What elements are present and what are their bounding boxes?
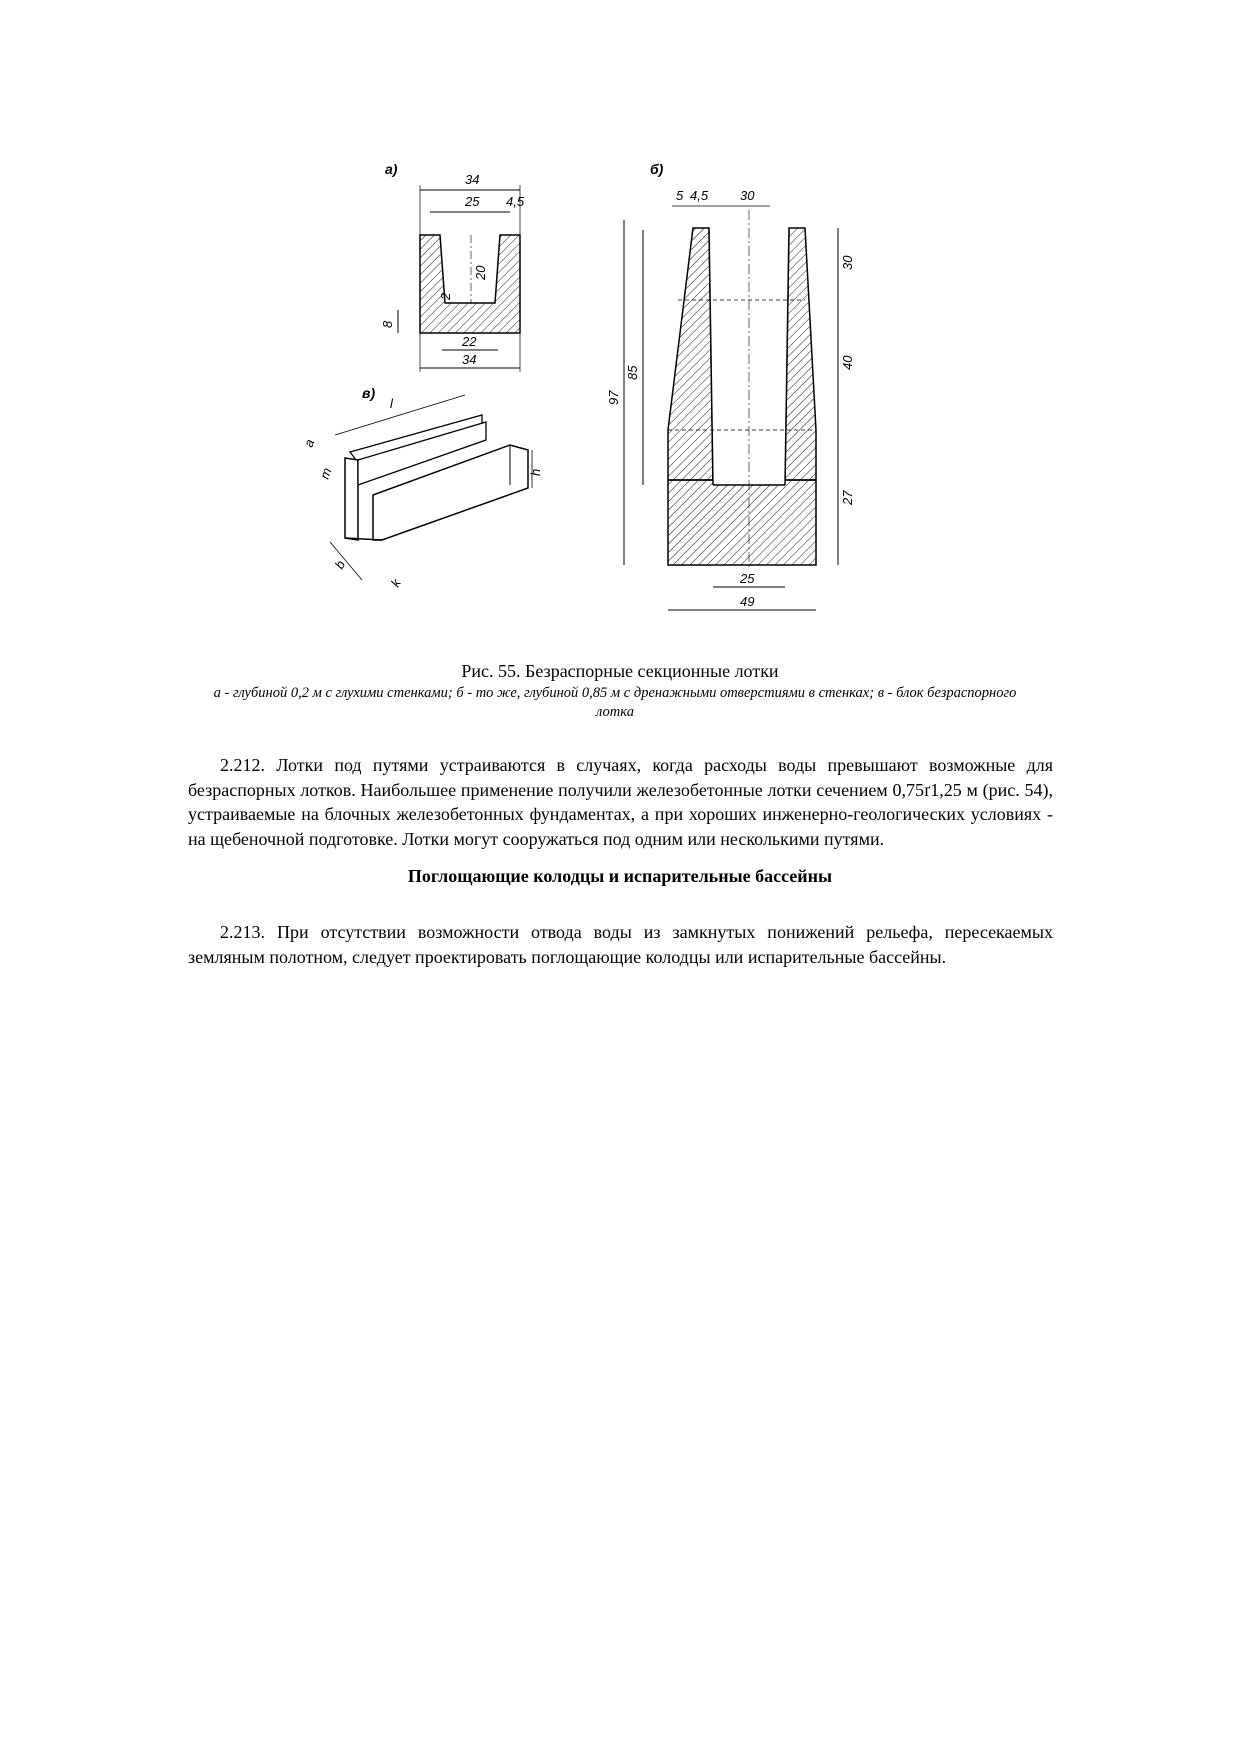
label-a: а) xyxy=(385,161,398,177)
dim-b-97: 97 xyxy=(606,390,621,405)
dim-a-inner: 25 xyxy=(465,194,480,209)
dim-a-base: 8 xyxy=(380,320,395,328)
section-b-left-wall xyxy=(668,228,713,480)
dim-b-85: 85 xyxy=(625,365,640,380)
dim-v-a: a xyxy=(300,437,318,450)
dim-a-top: 34 xyxy=(465,172,480,187)
dim-b-25: 25 xyxy=(740,571,755,586)
paragraph-2-212: 2.212. Лотки под путями устраиваются в случаях, когда расходы воды превышают возможные для безраспорных лотков. Наибольшее применение получили железобетонные лотки сечением 0,75ґ1,25 м (рис. 54), устраиваемые на блочных железобетонных фундаментах, а при хороших инженерно-геологических условиях - на щебеночной подготовке. Лотки могут сооружаться под одним или несколькими путями. xyxy=(188,755,1053,849)
dim-v-m: m xyxy=(316,465,335,482)
dim-b-45: 4,5 xyxy=(690,188,709,203)
drawing-a xyxy=(380,161,525,372)
dim-b-r40: 40 xyxy=(840,355,855,370)
dim-b-30: 30 xyxy=(740,188,755,203)
label-v: в) xyxy=(362,385,376,401)
dim-b-5: 5 xyxy=(676,188,684,203)
dim-a-radius: 2 xyxy=(438,292,453,300)
dim-a-bottom: 34 xyxy=(462,352,477,367)
dim-b-r30: 30 xyxy=(840,255,855,270)
paragraph-2-213: 2.213. При отсутствии возможности отвода воды из замкнутых понижений рельефа, пересекаемых земляным полотном, следует проектировать поглощающие колодцы или испарительные бассейны. xyxy=(188,922,1053,967)
label-b: б) xyxy=(650,161,664,177)
figure-caption-subtitle: а - глубиной 0,2 м с глухими стенками; б - то же, глубиной 0,85 м с дренажными отверстиями в стенках; в - блок безраспорного лотка xyxy=(213,685,1017,720)
figure-55 xyxy=(300,140,950,640)
dim-a-depth: 20 xyxy=(473,265,488,280)
dim-v-b: b xyxy=(331,557,349,572)
section-b-bottom xyxy=(668,480,816,565)
dim-a-wall: 4,5 xyxy=(506,194,525,209)
drawing-b xyxy=(606,161,855,610)
dim-v-l: l xyxy=(390,396,393,411)
figure-drawing xyxy=(300,140,950,640)
figure-caption-title: Рис. 55. Безраспорные секционные лотки xyxy=(461,661,779,681)
section-heading: Поглощающие колодцы и испарительные бассейны xyxy=(407,866,833,886)
section-b-right-wall xyxy=(785,228,816,480)
dim-v-k: k xyxy=(387,576,404,590)
dim-v-h: h xyxy=(528,468,543,476)
dim-a-bottom-inner: 22 xyxy=(462,334,477,349)
dim-b-49: 49 xyxy=(740,594,755,609)
drawing-v xyxy=(301,385,543,590)
dim-b-r27: 27 xyxy=(840,490,855,505)
section-a xyxy=(420,235,520,333)
